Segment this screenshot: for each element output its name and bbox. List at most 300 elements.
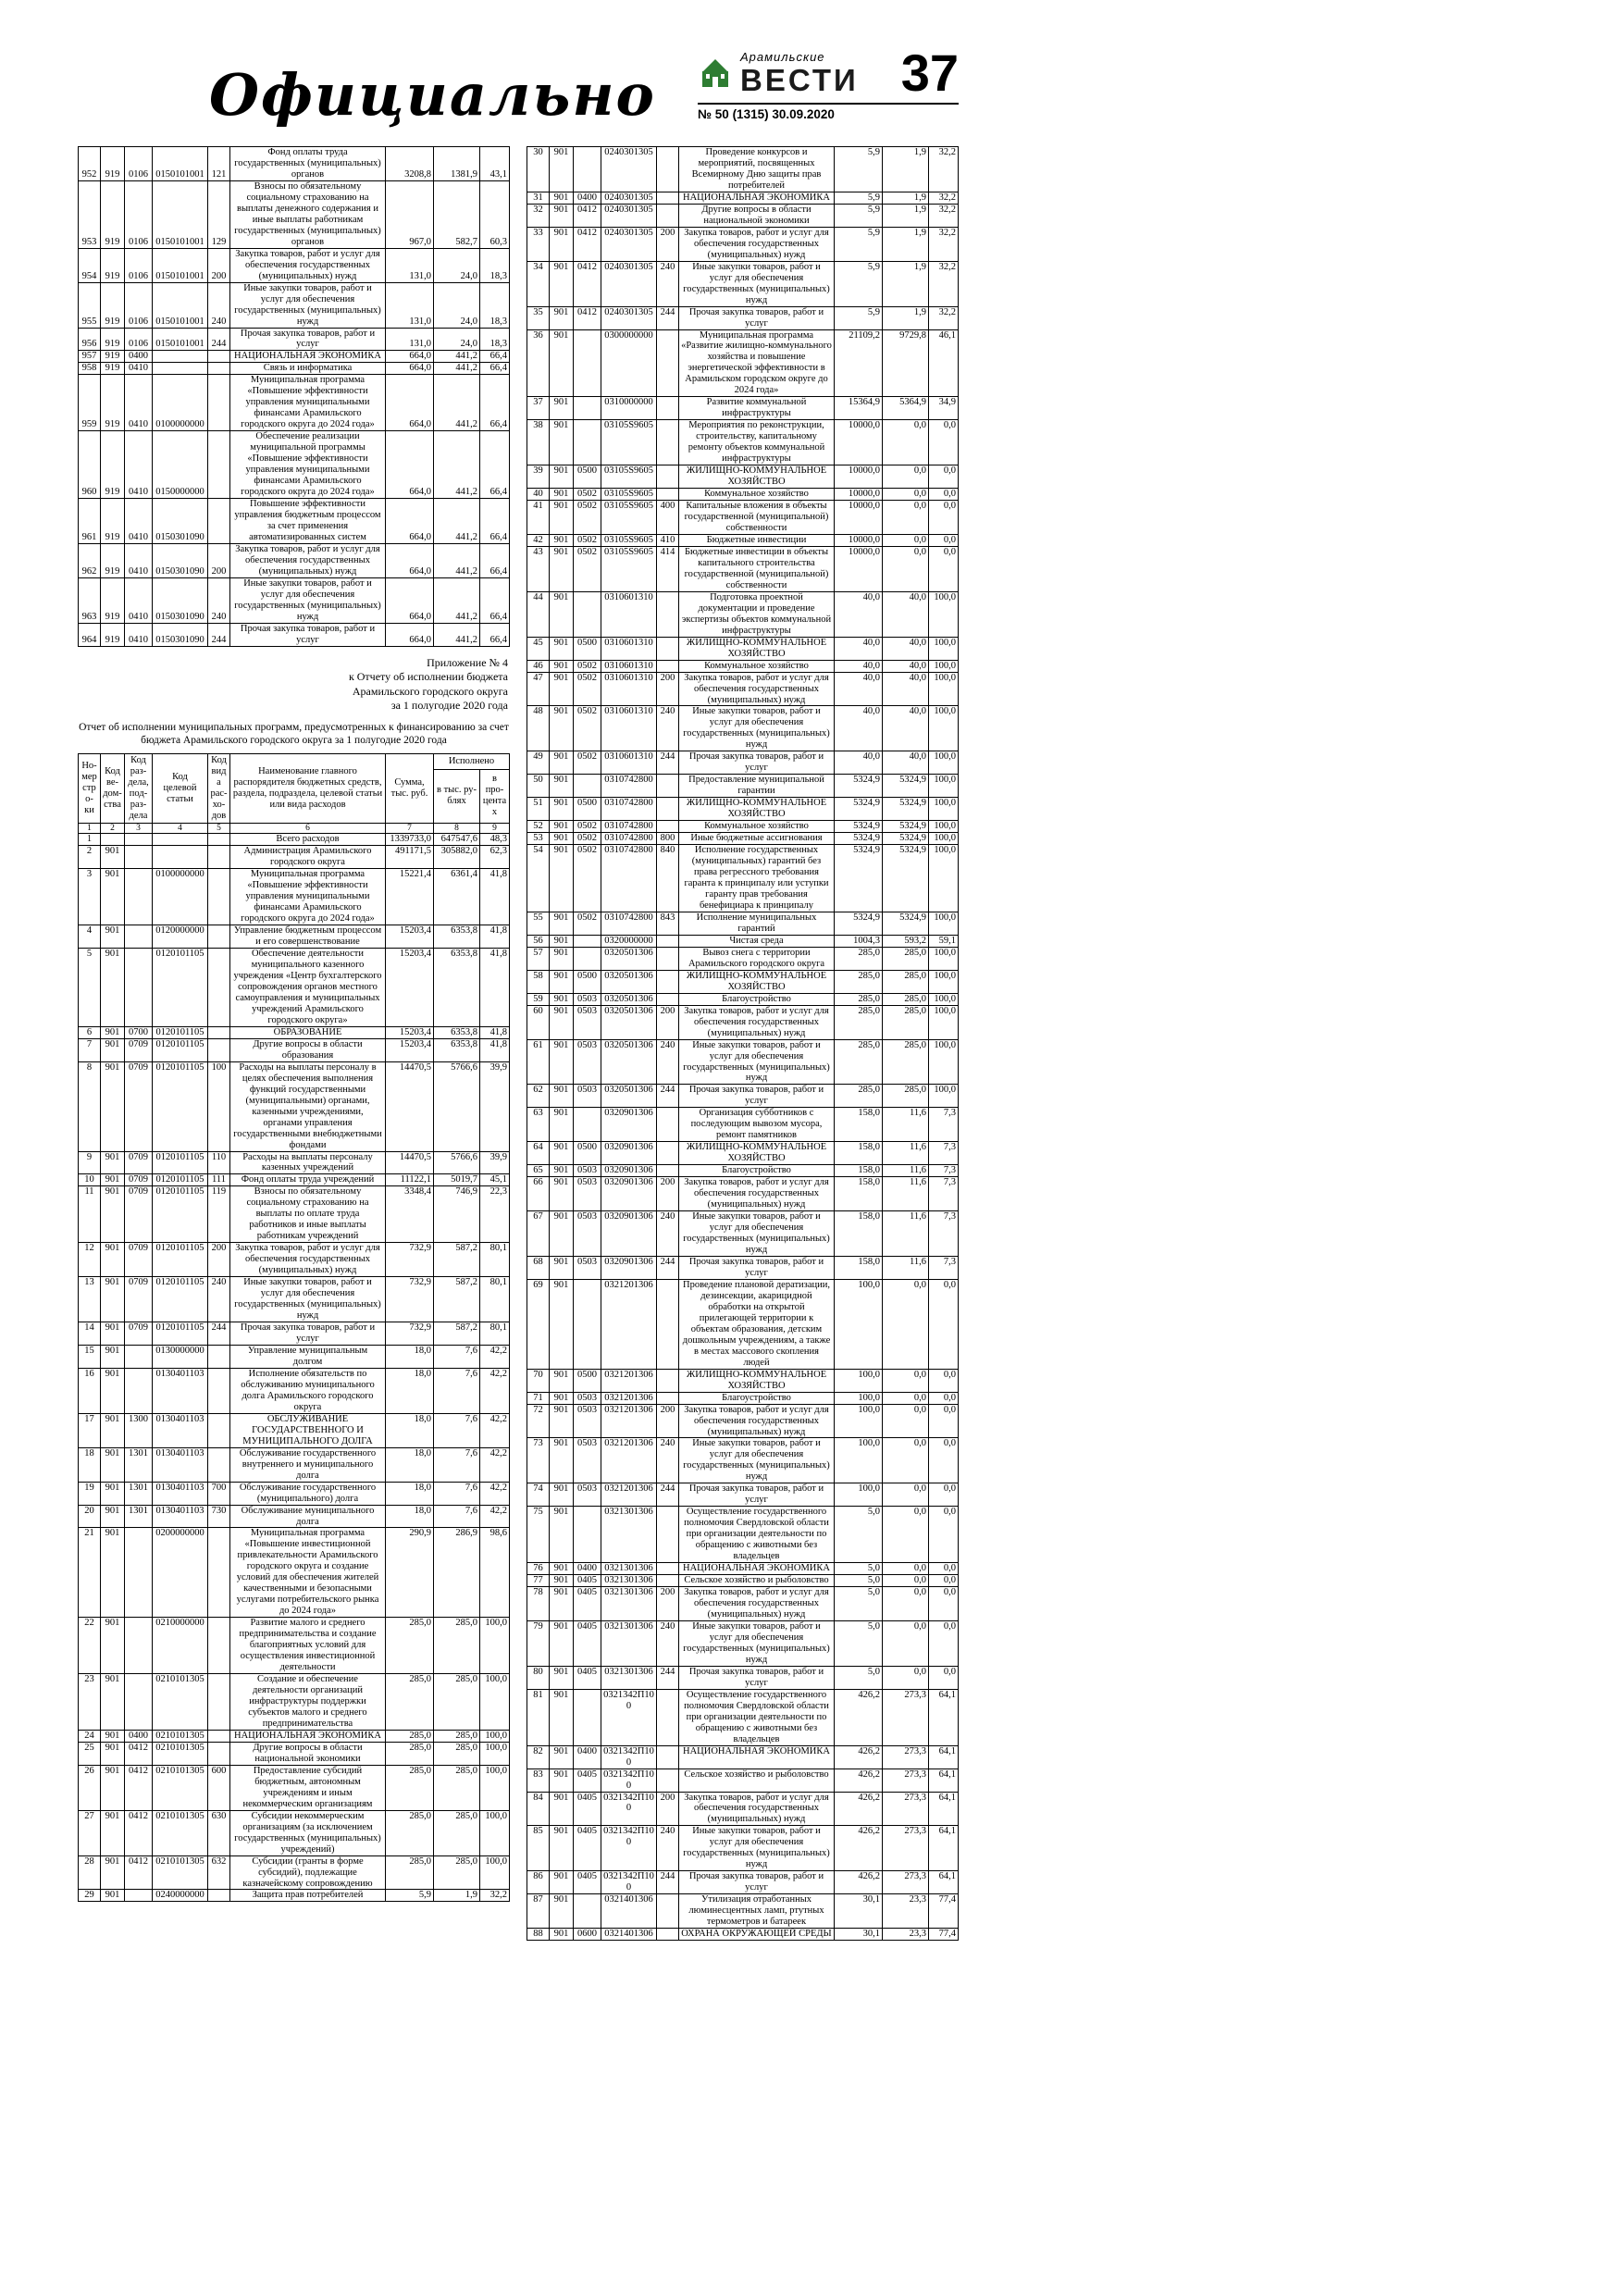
table-cell: 0410 (125, 375, 153, 431)
table-row (527, 1256, 959, 1279)
table-cell: 81 (527, 1689, 550, 1745)
table-cell: 42,2 (480, 1368, 510, 1413)
table-cell: 0400 (125, 1730, 153, 1742)
table-cell: 79 (527, 1620, 550, 1666)
column-number: 9 (480, 823, 510, 834)
table-cell: 24,0 (434, 282, 480, 328)
table-cell: 0502 (574, 489, 601, 501)
table-cell: 0502 (574, 672, 601, 706)
table-cell: 7,3 (929, 1256, 959, 1279)
table-cell: 158,0 (835, 1108, 883, 1142)
table-cell: 244 (657, 1666, 679, 1689)
table-cell: 66,4 (480, 499, 510, 544)
table-cell: 0150101001 (153, 328, 208, 351)
table-row (79, 1061, 510, 1151)
table-cell: 5,9 (835, 261, 883, 306)
table-cell: 0321301306 (601, 1587, 657, 1621)
table-cell: Капитальные вложения в объекты государственной (муниципальной) собственности (679, 501, 835, 535)
table-cell: 0405 (574, 1620, 601, 1666)
table-cell: 100,0 (480, 1765, 510, 1810)
table-cell: 8 (79, 1061, 101, 1151)
table-cell: 901 (101, 1674, 125, 1731)
table-cell: 0130401103 (153, 1447, 208, 1482)
table-cell: 901 (550, 227, 574, 261)
table-cell: 59 (527, 993, 550, 1005)
table-cell: 66,4 (480, 623, 510, 646)
table-cell: 0150101001 (153, 147, 208, 181)
table-cell: 962 (79, 543, 101, 577)
table-cell: 0240301305 (601, 227, 657, 261)
table-cell: Прочая закупка товаров, работ и услуг (679, 1256, 835, 1279)
table-cell: 285,0 (883, 970, 929, 993)
table-cell (208, 363, 230, 375)
col-header-executed: Исполнено (434, 753, 510, 769)
table-row (79, 623, 510, 646)
table-cell: 20 (79, 1505, 101, 1528)
table-cell: 41,8 (480, 1038, 510, 1061)
table-cell (574, 420, 601, 465)
table-cell: 0210101305 (153, 1742, 208, 1765)
table-row (527, 489, 959, 501)
table-cell (208, 1730, 230, 1742)
table-cell: 0410 (125, 623, 153, 646)
page-number: 37 (900, 43, 959, 102)
table-cell: 901 (101, 1026, 125, 1038)
table-cell: 100,0 (480, 1730, 510, 1742)
col-header-sum: Сумма, тыс. руб. (386, 753, 434, 823)
table-cell: 46 (527, 660, 550, 672)
table-cell (125, 925, 153, 949)
table-cell: 78 (527, 1587, 550, 1621)
table-cell: 1004,3 (835, 935, 883, 947)
table-cell: 1300 (125, 1413, 153, 1447)
table-cell: 730 (208, 1505, 230, 1528)
table-cell: 0502 (574, 821, 601, 833)
table-cell (657, 1929, 679, 1941)
table-cell: 901 (550, 1871, 574, 1894)
table-cell: 18,3 (480, 282, 510, 328)
table-cell: 901 (550, 706, 574, 751)
table-cell: 15203,4 (386, 925, 434, 949)
table-row (79, 1186, 510, 1243)
table-cell: 1 (79, 834, 101, 846)
table-cell: 0,0 (883, 1404, 929, 1438)
table-cell (125, 1890, 153, 1902)
left-column (78, 146, 510, 1902)
table-cell (125, 1345, 153, 1368)
table-cell: 42,2 (480, 1413, 510, 1447)
table-cell: 41,8 (480, 949, 510, 1027)
table-cell: 200 (208, 543, 230, 577)
table-cell: 0709 (125, 1174, 153, 1186)
table-cell: 919 (101, 248, 125, 282)
table-cell: 0210101305 (153, 1855, 208, 1890)
table-cell: 244 (208, 623, 230, 646)
table-cell: 240 (208, 282, 230, 328)
table-cell: 200 (657, 1792, 679, 1826)
table-cell: 664,0 (386, 363, 434, 375)
table-cell: 285,0 (434, 1855, 480, 1890)
table-cell: 426,2 (835, 1769, 883, 1792)
table-row (527, 1745, 959, 1769)
table-cell: 64,1 (929, 1826, 959, 1871)
table-cell: 18,0 (386, 1413, 434, 1447)
table-cell: 15203,4 (386, 949, 434, 1027)
table-row (527, 1483, 959, 1507)
table-cell: 0310601310 (601, 672, 657, 706)
table-cell: 901 (550, 1039, 574, 1085)
table-cell: 967,0 (386, 180, 434, 248)
table-cell: 5324,9 (835, 833, 883, 845)
table-cell: 0321342П100 (601, 1689, 657, 1745)
column-number: 3 (125, 823, 153, 834)
brand-row (698, 43, 959, 102)
table-cell: 0,0 (929, 465, 959, 489)
table-cell: 0320501306 (601, 993, 657, 1005)
table-cell: 0240301305 (601, 204, 657, 227)
table-cell (153, 846, 208, 869)
table-cell: 36 (527, 329, 550, 397)
column-number: 5 (208, 823, 230, 834)
table-cell: 66,4 (480, 351, 510, 363)
table-cell: 0,0 (929, 1279, 959, 1369)
table-cell (657, 465, 679, 489)
table-cell: 200 (657, 1005, 679, 1039)
table-cell (657, 660, 679, 672)
table-cell: 0503 (574, 1483, 601, 1507)
table-cell: Предоставление субсидий бюджетным, автономным учреждениям и иным некоммерческим организациям (230, 1765, 386, 1810)
table-cell: 0502 (574, 833, 601, 845)
table-cell: 59,1 (929, 935, 959, 947)
table-cell: 0100000000 (153, 375, 208, 431)
table-cell: 0502 (574, 660, 601, 672)
table-cell: 0400 (574, 1745, 601, 1769)
table-cell: 11,6 (883, 1165, 929, 1177)
table-cell: 956 (79, 328, 101, 351)
table-cell: 9 (79, 1151, 101, 1174)
table-cell: 0,0 (883, 1666, 929, 1689)
table-cell: 100,0 (929, 706, 959, 751)
report-table-left (78, 753, 510, 1903)
table-cell: 6353,8 (434, 1038, 480, 1061)
table-row (527, 534, 959, 546)
table-cell: Иные бюджетные ассигнования (679, 833, 835, 845)
table-cell: 901 (550, 306, 574, 329)
table-cell: 5324,9 (835, 912, 883, 935)
two-column-layout (78, 146, 959, 1941)
table-row (527, 1666, 959, 1689)
table-cell: 0150301090 (153, 499, 208, 544)
table-cell: 664,0 (386, 623, 434, 646)
table-cell: Предоставление муниципальной гарантии (679, 775, 835, 798)
table-cell: 100,0 (929, 947, 959, 970)
table-cell: 100,0 (929, 1005, 959, 1039)
table-cell: 40,0 (883, 706, 929, 751)
table-row (79, 1730, 510, 1742)
table-cell: 0500 (574, 637, 601, 660)
table-cell: 901 (101, 1810, 125, 1855)
table-cell: 0210101305 (153, 1674, 208, 1731)
table-row (79, 1322, 510, 1346)
column-number: 4 (153, 823, 208, 834)
table-cell: 0,0 (929, 1666, 959, 1689)
table-cell: 901 (550, 1587, 574, 1621)
table-cell: 919 (101, 623, 125, 646)
table-cell: 5,0 (835, 1666, 883, 1689)
table-cell: 73 (527, 1438, 550, 1483)
table-cell: 285,0 (434, 1765, 480, 1810)
table-cell: 0,0 (929, 1392, 959, 1404)
table-cell: 77,4 (929, 1894, 959, 1929)
table-cell: 0400 (574, 192, 601, 204)
table-cell: 901 (101, 1151, 125, 1174)
table-cell: 100,0 (835, 1392, 883, 1404)
table-cell: 110 (208, 1151, 230, 1174)
table-cell (574, 591, 601, 637)
table-cell (574, 147, 601, 192)
table-cell: 60 (527, 1005, 550, 1039)
table-cell: 963 (79, 577, 101, 623)
table-cell (153, 351, 208, 363)
table-cell: 1,9 (883, 306, 929, 329)
table-cell: 03105S9605 (601, 546, 657, 591)
table-row (79, 328, 510, 351)
table-cell: 901 (550, 1769, 574, 1792)
table-cell: 0120101105 (153, 1174, 208, 1186)
table-cell: 0500 (574, 465, 601, 489)
table-row (527, 1563, 959, 1575)
table-cell: 0321342П100 (601, 1792, 657, 1826)
table-cell: 18 (79, 1447, 101, 1482)
table-cell: 0240000000 (153, 1890, 208, 1902)
table-row (527, 1587, 959, 1621)
table-row (79, 351, 510, 363)
table-cell: 901 (550, 947, 574, 970)
table-row (527, 1871, 959, 1894)
table-cell: 843 (657, 912, 679, 935)
table-cell: Осуществление государственного полномочия Свердловской области при организации деятельности по обращению с животными без владельцев (679, 1507, 835, 1563)
table-cell: 954 (79, 248, 101, 282)
table-cell (657, 1392, 679, 1404)
table-cell: 901 (550, 845, 574, 912)
table-row (527, 993, 959, 1005)
table-cell: 30 (527, 147, 550, 192)
table-cell: 5324,9 (883, 833, 929, 845)
table-row (527, 1438, 959, 1483)
table-cell: 80,1 (480, 1277, 510, 1322)
table-cell: 441,2 (434, 375, 480, 431)
table-cell: 100,0 (929, 637, 959, 660)
table-cell: 0412 (125, 1810, 153, 1855)
table-cell: 40,0 (835, 637, 883, 660)
table-row (527, 1039, 959, 1085)
table-cell: 901 (550, 501, 574, 535)
table-cell: 68 (527, 1256, 550, 1279)
table-cell: ОБСЛУЖИВАНИЕ ГОСУДАРСТВЕННОГО И МУНИЦИПАЛЬНОГО ДОЛГА (230, 1413, 386, 1447)
table-cell: 4 (79, 925, 101, 949)
table-cell: 7,3 (929, 1142, 959, 1165)
table-row (79, 1765, 510, 1810)
table-cell: Исполнение обязательств по обслуживанию муниципального долга Арамильского городского округа (230, 1368, 386, 1413)
table-row (79, 248, 510, 282)
table-cell: 632 (208, 1855, 230, 1890)
table-cell: 901 (550, 637, 574, 660)
col-header-department: Код ве-дом-ства (101, 753, 125, 823)
table-cell: 1,9 (883, 204, 929, 227)
table-cell: 0310601310 (601, 637, 657, 660)
table-row (527, 1894, 959, 1929)
table-cell: НАЦИОНАЛЬНАЯ ЭКОНОМИКА (679, 1745, 835, 1769)
table-cell: 1301 (125, 1447, 153, 1482)
table-cell: 47 (527, 672, 550, 706)
table-row (79, 147, 510, 181)
table-cell: 0,0 (883, 420, 929, 465)
table-cell: 40 (527, 489, 550, 501)
table-cell: Сельское хозяйство и рыболовство (679, 1769, 835, 1792)
table-cell: 959 (79, 375, 101, 431)
table-cell: 286,9 (434, 1528, 480, 1618)
budget-continuation-table (78, 146, 510, 647)
table-cell: 0412 (125, 1742, 153, 1765)
table-cell: 1,9 (883, 192, 929, 204)
table-cell: 03105S9605 (601, 465, 657, 489)
table-cell: 800 (657, 833, 679, 845)
table-cell: 100,0 (929, 821, 959, 833)
table-cell: 26 (79, 1765, 101, 1810)
table-cell: 0321301306 (601, 1563, 657, 1575)
table-cell: 901 (550, 261, 574, 306)
table-cell: 273,3 (883, 1689, 929, 1745)
table-cell: 0321201306 (601, 1369, 657, 1392)
table-cell: 18,3 (480, 248, 510, 282)
table-cell: 0,0 (883, 1575, 929, 1587)
table-cell: 0210000000 (153, 1618, 208, 1674)
table-cell: 732,9 (386, 1243, 434, 1277)
table-row (79, 431, 510, 499)
table-cell: 0106 (125, 328, 153, 351)
table-cell: 901 (550, 1142, 574, 1165)
table-cell: 0120101105 (153, 1151, 208, 1174)
table-cell: 901 (550, 489, 574, 501)
table-cell (657, 591, 679, 637)
table-cell: 61 (527, 1039, 550, 1085)
table-cell: 0310742800 (601, 833, 657, 845)
table-cell: 0,0 (929, 1575, 959, 1587)
table-cell: 901 (550, 1792, 574, 1826)
table-cell: 64,1 (929, 1745, 959, 1769)
table-cell: 7,6 (434, 1368, 480, 1413)
table-cell: 65 (527, 1165, 550, 1177)
table-cell: 200 (657, 1587, 679, 1621)
table-cell: 100,0 (929, 833, 959, 845)
table-row (527, 261, 959, 306)
table-cell: 0503 (574, 1177, 601, 1211)
table-cell (125, 949, 153, 1027)
table-cell: ОБРАЗОВАНИЕ (230, 1026, 386, 1038)
table-cell: 5324,9 (835, 845, 883, 912)
table-cell: 5766,6 (434, 1061, 480, 1151)
table-row (527, 672, 959, 706)
table-cell: 27 (79, 1810, 101, 1855)
brand-name-bottom: ВЕСТИ (740, 63, 859, 98)
table-cell (574, 1279, 601, 1369)
table-row (527, 821, 959, 833)
table-cell: 600 (208, 1765, 230, 1810)
table-cell: 901 (550, 1666, 574, 1689)
table-cell: 7,6 (434, 1447, 480, 1482)
table-cell: 200 (657, 1404, 679, 1438)
table-cell: 29 (79, 1890, 101, 1902)
table-cell (657, 1108, 679, 1142)
table-cell: 0106 (125, 180, 153, 248)
table-cell (657, 775, 679, 798)
table-cell (657, 420, 679, 465)
table-row (79, 1742, 510, 1765)
table-cell: 40,0 (835, 751, 883, 775)
table-cell: 901 (550, 591, 574, 637)
table-row (79, 363, 510, 375)
table-cell: 5,9 (835, 192, 883, 204)
table-cell: 23,3 (883, 1894, 929, 1929)
table-cell: НАЦИОНАЛЬНАЯ ЭКОНОМИКА (679, 1563, 835, 1575)
table-cell: 75 (527, 1507, 550, 1563)
table-cell: 42 (527, 534, 550, 546)
table-cell: 1381,9 (434, 147, 480, 181)
table-row (527, 501, 959, 535)
table-cell: Обслуживание государственного (муниципального) долга (230, 1482, 386, 1505)
table-cell (125, 869, 153, 925)
issue-date: № 50 (1315) 30.09.2020 (698, 103, 959, 121)
table-cell: 0320901306 (601, 1108, 657, 1142)
table-cell: 10000,0 (835, 501, 883, 535)
table-cell: 0503 (574, 1039, 601, 1085)
table-cell: 45 (527, 637, 550, 660)
table-cell: 86 (527, 1871, 550, 1894)
table-cell (208, 1447, 230, 1482)
table-cell: 15221,4 (386, 869, 434, 925)
table-cell: 901 (550, 1108, 574, 1142)
table-cell: 46,1 (929, 329, 959, 397)
table-cell (657, 1769, 679, 1792)
table-cell (125, 1674, 153, 1731)
table-cell: Иные закупки товаров, работ и услуг для обеспечения государственных (муниципальных) нужд (679, 1826, 835, 1871)
table-cell: 901 (550, 1620, 574, 1666)
table-cell: Администрация Арамильского городского округа (230, 846, 386, 869)
table-cell: 64,1 (929, 1689, 959, 1745)
table-row (527, 591, 959, 637)
table-cell: 285,0 (883, 1085, 929, 1108)
table-cell: 13 (79, 1277, 101, 1322)
table-cell: 441,2 (434, 623, 480, 646)
table-cell: ЖИЛИЩНО-КОММУНАЛЬНОЕ ХОЗЯЙСТВО (679, 1142, 835, 1165)
table-cell: 0120101105 (153, 1061, 208, 1151)
table-cell: 5019,7 (434, 1174, 480, 1186)
table-cell: Закупка товаров, работ и услуг для обеспечения государственных (муниципальных) нужд (679, 227, 835, 261)
table-cell: 5324,9 (883, 821, 929, 833)
table-cell: 0321301306 (601, 1575, 657, 1587)
table-cell: 100,0 (835, 1438, 883, 1483)
table-cell: 244 (657, 1483, 679, 1507)
table-cell: 0120101105 (153, 1243, 208, 1277)
table-cell: 441,2 (434, 431, 480, 499)
table-cell: 100,0 (929, 672, 959, 706)
table-cell: 901 (550, 672, 574, 706)
table-cell: 11 (79, 1186, 101, 1243)
table-cell: 48 (527, 706, 550, 751)
table-cell: 49 (527, 751, 550, 775)
table-cell (657, 1279, 679, 1369)
table-cell: Закупка товаров, работ и услуг для обеспечения государственных (муниципальных) нужд (679, 1404, 835, 1438)
